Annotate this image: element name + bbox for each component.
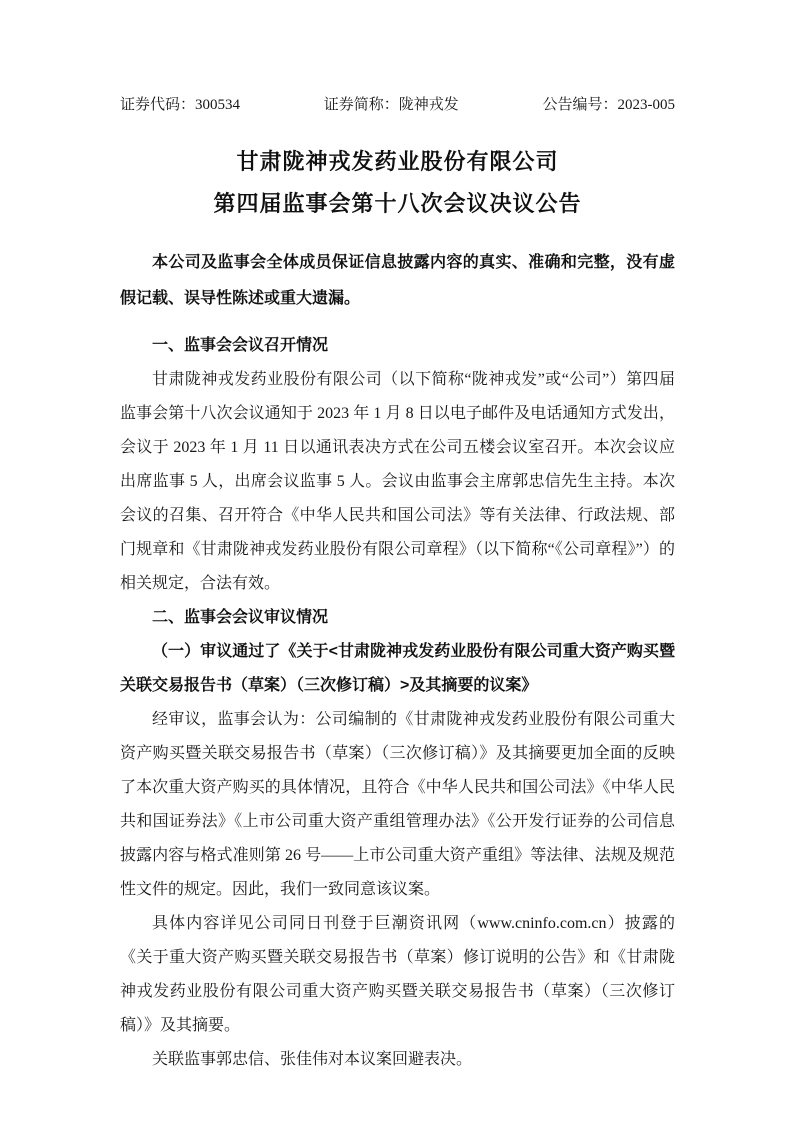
section-1-heading: 一、监事会会议召开情况 xyxy=(152,337,329,354)
disclaimer-text: 本公司及监事会全体成员保证信息披露内容的真实、准确和完整，没有虚假记载、误导性陈述或重大遗漏。 xyxy=(120,254,675,307)
abstention-paragraph: 关联监事郭忠信、张佳伟对本议案回避表决。 xyxy=(152,1051,473,1068)
document-title-company: 甘肃陇神戎发药业股份有限公司 xyxy=(236,149,559,174)
section-2-heading: 二、监事会会议审议情况 xyxy=(152,609,329,626)
title-block xyxy=(120,141,675,225)
document-body xyxy=(120,245,675,1077)
item-1-heading: （一）审议通过了《关于<甘肃陇神戎发药业股份有限公司重大资产购买暨关联交易报告书（草案）（三次修订稿）>及其摘要的议案》 xyxy=(120,643,675,694)
review-opinion-paragraph: 经审议，监事会认为：公司编制的《甘肃陇神戎发药业股份有限公司重大资产购买暨关联交易报告书（草案）（三次修订稿）》及其摘要更加全面的反映了本次重大资产购买的具体情况，且符合《中华人民共和国公司法》《中华人民共和国证券法》《上市公司重大资产重组管理办法》《公开发行证券的公司信息披露内容与格式准则第 26 号——上市公司重大资产重组》等法律、法规及规范性文件的规定。因此，我们一致同意该议案。 xyxy=(120,711,675,898)
header-meta-row xyxy=(120,96,675,115)
document-title-subject: 第四届监事会第十八次会议决议公告 xyxy=(213,191,582,216)
stock-abbreviation: 证券简称：陇神戎发 xyxy=(323,97,459,113)
announcement-number: 公告编号：2023-005 xyxy=(542,97,675,113)
disclosure-reference-paragraph: 具体内容详见公司同日刊登于巨潮资讯网（www.cninfo.com.cn）披露的《关于重大资产购买暨关联交易报告书（草案）修订说明的公告》和《甘肃陇神戎发药业股份有限公司重大资产购买暨关联交易报告书（草案）（三次修订稿）》及其摘要。 xyxy=(120,915,675,1034)
section-1-paragraph: 甘肃陇神戎发药业股份有限公司（以下简称“陇神戎发”或“公司”）第四届监事会第十八次会议通知于 2023 年 1 月 8 日以电子邮件及电话通知方式发出，会议于 2023 年 1 月 11 日以通讯表决方式在公司五楼会议室召开。本次会议应出席监事 5 人，出席会议监事 5 人。会议由监事会主席郭忠信先生主持。本次会议的召集、召开符合《中华人民共和国公司法》等有关法律、行政法规、部门规章和《甘肃陇神戎发药业股份有限公司章程》（以下简称“《公司章程》”）的相关规定，合法有效。 xyxy=(120,371,675,592)
stock-code: 证券代码：300534 xyxy=(120,97,241,113)
